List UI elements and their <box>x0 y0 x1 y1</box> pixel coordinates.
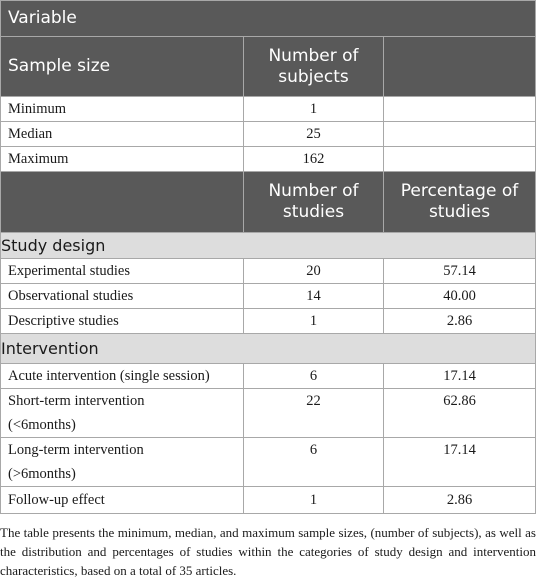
empty-header-cell <box>1 172 244 233</box>
row-percentage: 2.86 <box>384 487 536 514</box>
table-row <box>1 147 536 172</box>
row-label: Experimental studies <box>1 259 244 284</box>
title-row <box>1 1 536 37</box>
row-percentage: 40.00 <box>384 284 536 309</box>
sample-header-row <box>1 37 536 97</box>
intervention-section-title: Intervention <box>1 334 536 364</box>
table-row <box>1 97 536 122</box>
studies-header-row <box>1 172 536 233</box>
row-count: 20 <box>244 259 384 284</box>
row-value: 1 <box>244 97 384 122</box>
row-label-line: (>6months) <box>8 466 76 482</box>
section-row <box>1 334 536 364</box>
row-label: Acute intervention (single session) <box>1 364 244 389</box>
empty-cell <box>384 97 536 122</box>
row-percentage: 2.86 <box>384 309 536 334</box>
table-row <box>1 122 536 147</box>
row-count: 1 <box>244 487 384 514</box>
row-percentage: 57.14 <box>384 259 536 284</box>
table-row <box>1 487 536 514</box>
empty-cell <box>384 147 536 172</box>
table-row <box>1 389 536 438</box>
header-line: Number of <box>268 181 359 201</box>
row-percentage: 17.14 <box>384 438 536 487</box>
table-row <box>1 259 536 284</box>
number-of-studies-header <box>244 172 384 233</box>
row-label: Minimum <box>1 97 244 122</box>
header-line: Percentage of <box>400 181 519 201</box>
row-count: 22 <box>244 389 384 438</box>
row-label-line: Long-term intervention <box>8 442 144 458</box>
row-count: 14 <box>244 284 384 309</box>
row-label: Median <box>1 122 244 147</box>
table-title: Variable <box>1 1 536 37</box>
row-label: Observational studies <box>1 284 244 309</box>
row-value: 25 <box>244 122 384 147</box>
study-design-section-title: Study design <box>1 233 536 259</box>
row-percentage: 62.86 <box>384 389 536 438</box>
header-line: studies <box>282 202 345 222</box>
row-label-line: Short-term intervention <box>8 393 145 409</box>
table-footnote: The table presents the minimum, median, and maximum sample sizes, (number of subjects), as well as the distribution and percentages of studies within the categories of study design and intervention characteristics, based on a total of 35 articles. <box>0 525 536 578</box>
row-label <box>1 389 244 438</box>
row-label: Follow-up effect <box>1 487 244 514</box>
percentage-of-studies-header <box>384 172 536 233</box>
row-count: 6 <box>244 364 384 389</box>
header-line: subjects <box>278 66 349 87</box>
row-value: 162 <box>244 147 384 172</box>
section-row <box>1 233 536 259</box>
row-count: 6 <box>244 438 384 487</box>
table-row <box>1 438 536 487</box>
sample-size-header: Sample size <box>1 37 244 97</box>
table-row <box>1 284 536 309</box>
number-of-subjects-header <box>244 37 384 97</box>
row-label: Descriptive studies <box>1 309 244 334</box>
empty-header-cell <box>384 37 536 97</box>
row-label: Maximum <box>1 147 244 172</box>
row-label-line: (<6months) <box>8 417 76 433</box>
header-line: Number of <box>268 45 359 66</box>
row-percentage: 17.14 <box>384 364 536 389</box>
table-row <box>1 309 536 334</box>
empty-cell <box>384 122 536 147</box>
table-row <box>1 364 536 389</box>
header-line: studies <box>428 202 491 222</box>
row-label <box>1 438 244 487</box>
row-count: 1 <box>244 309 384 334</box>
